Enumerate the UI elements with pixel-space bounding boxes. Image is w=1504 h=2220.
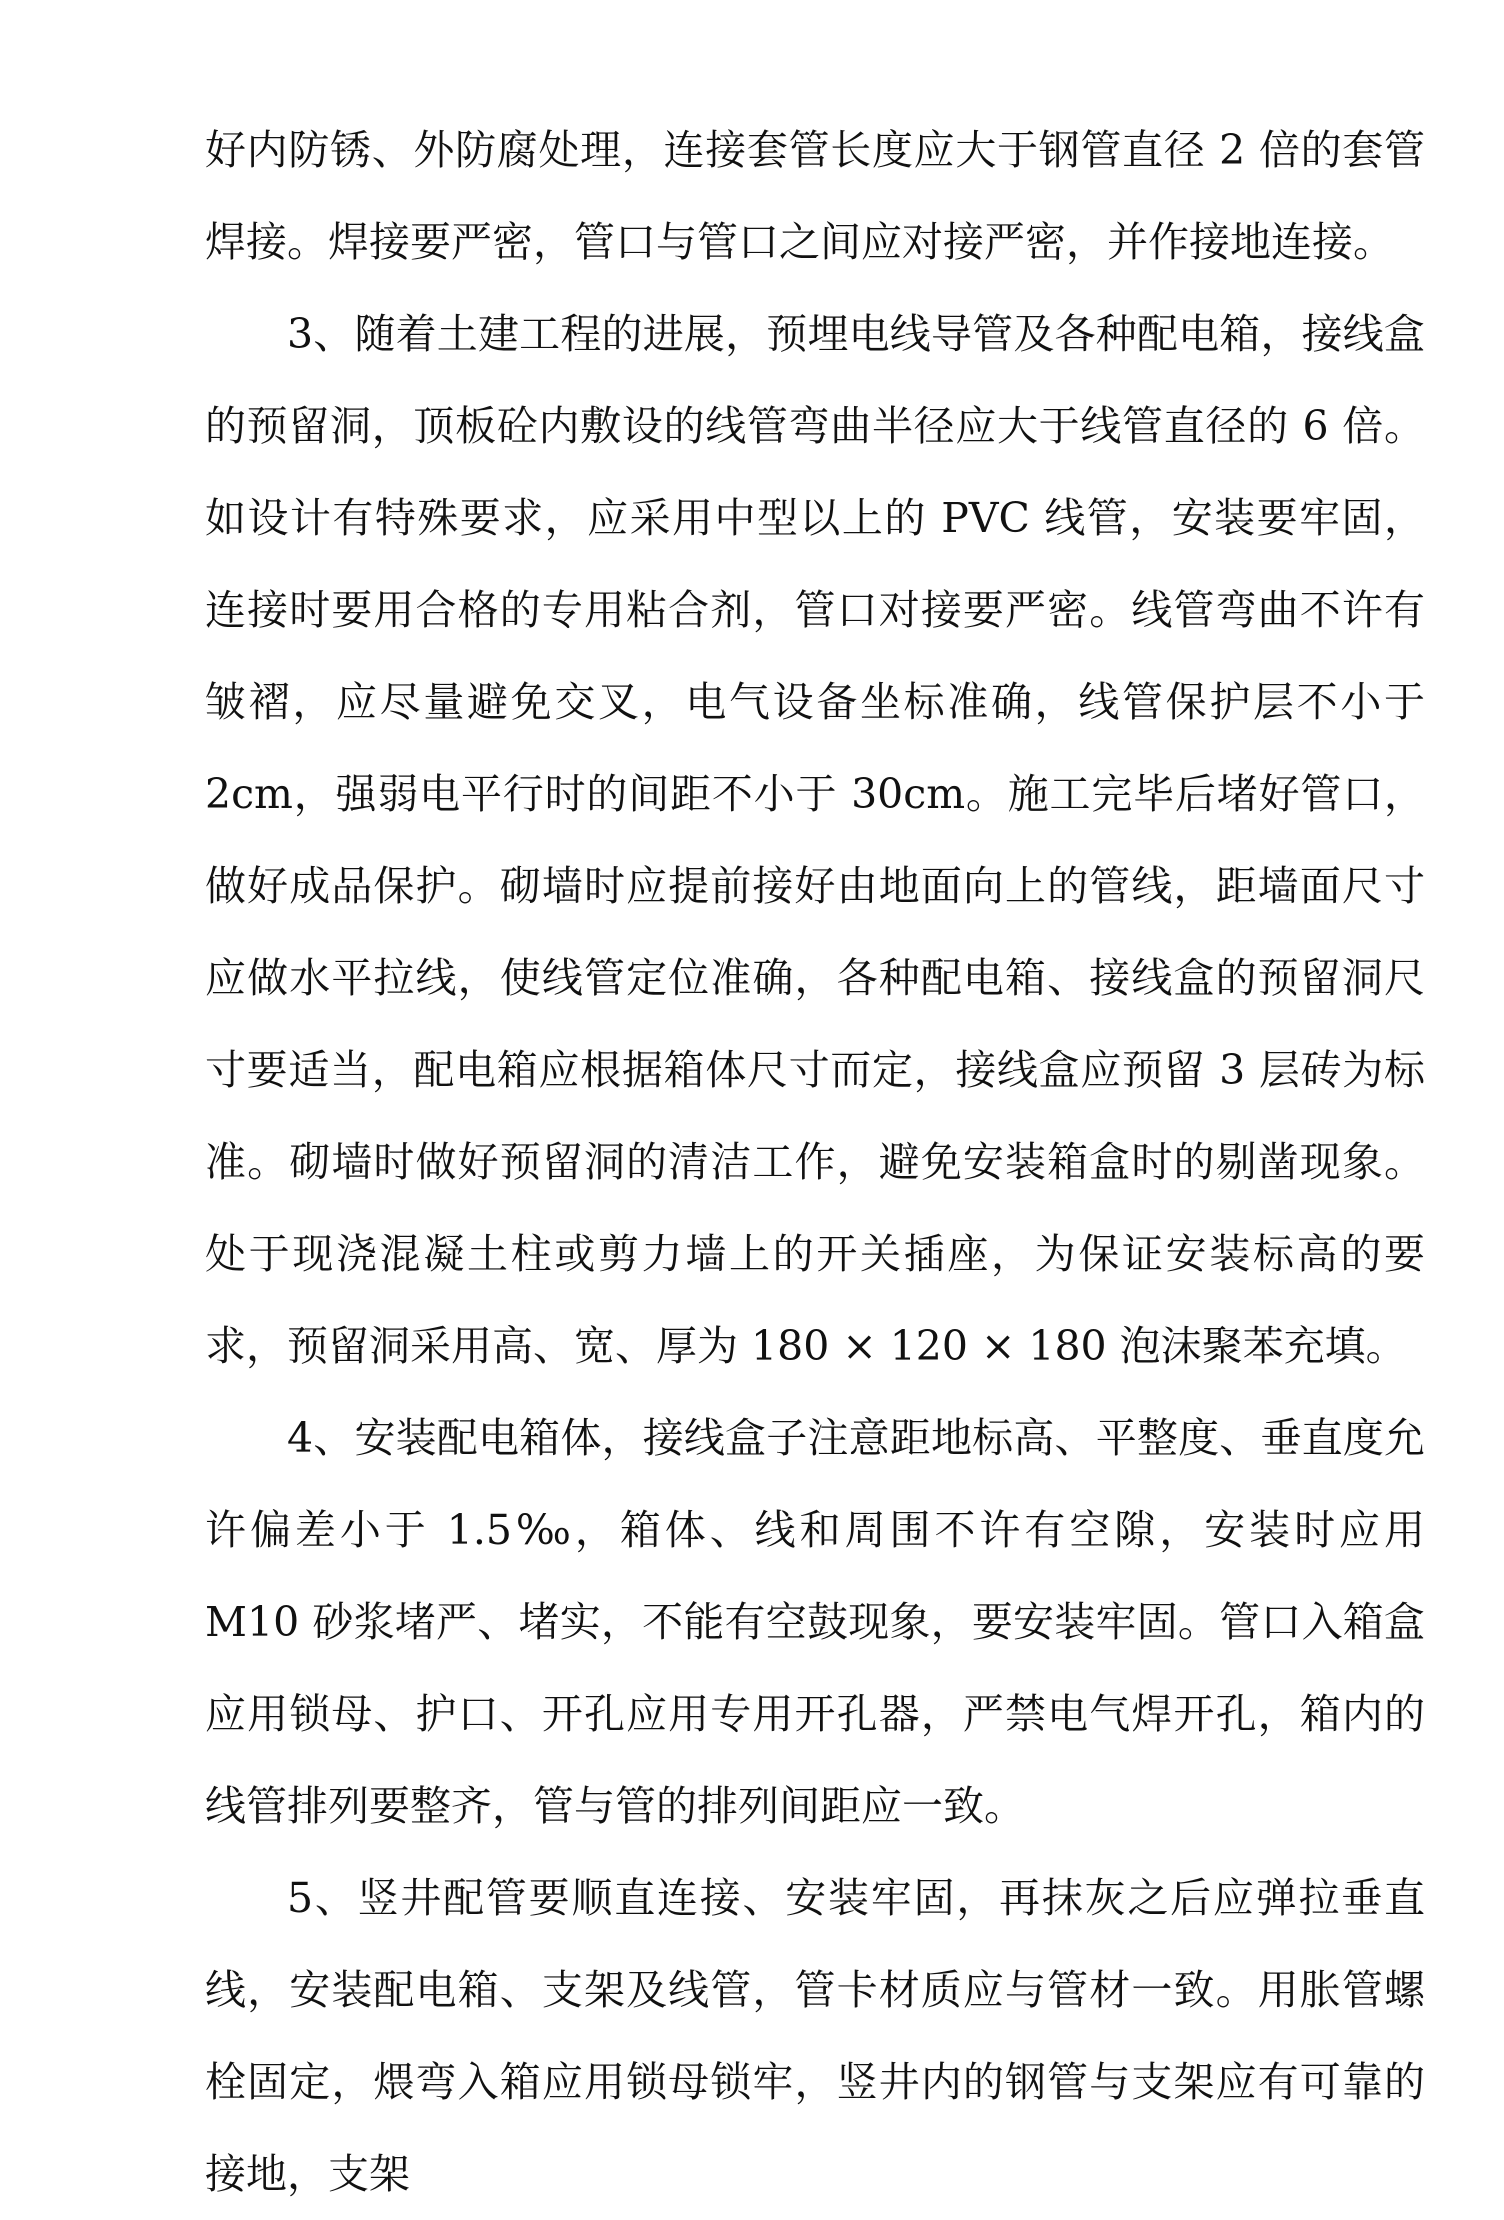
paragraph-item-3: 3、随着土建工程的进展，预埋电线导管及各种配电箱，接线盒的预留洞，顶板砼内敷设的线管弯曲半径应大于线管直径的 6 倍。如设计有特殊要求，应采用中型以上的 PVC 线管，安装要牢固，连接时要用合格的专用粘合剂，管口对接要严密。线管弯曲不许有皱褶，应尽量避免交叉，电气设备坐标准确，线管保护层不小于 2cm，强弱电平行时的间距不小于 30cm。施工完毕后堵好管口，做好成品保护。砌墙时应提前接好由地面向上的管线，距墙面尺寸应做水平拉线，使线管定位准确，各种配电箱、接线盒的预留洞尺寸要适当，配电箱应根据箱体尺寸而定，接线盒应预留 3 层砖为标准。砌墙时做好预留洞的清洁工作，避免安装箱盒时的剔凿现象。处于现浇混凝土柱或剪力墙上的开关插座，为保证安装标高的要求，预留洞采用高、宽、厚为 180 × 120 × 180 泡沫聚苯充填。 bbox=[205, 310, 1425, 1370]
paragraph-item-4: 4、安装配电箱体，接线盒子注意距地标高、平整度、垂直度允许偏差小于 1.5‰，箱体、线和周围不许有空隙，安装时应用 M10 砂浆堵严、堵实，不能有空鼓现象，要安装牢固。管口入箱盒应用锁母、护口、开孔应用专用开孔器，严禁电气焊开孔，箱内的线管排列要整齐，管与管的排列间距应一致。 bbox=[205, 1414, 1425, 1830]
document-body bbox=[205, 104, 1425, 2220]
paragraph-item-5: 5、竖井配管要顺直连接、安装牢固，再抹灰之后应弹拉垂直线，安装配电箱、支架及线管，管卡材质应与管材一致。用胀管螺栓固定，煨弯入箱应用锁母锁牢，竖井内的钢管与支架应有可靠的接地，支架 bbox=[205, 1874, 1425, 2198]
paragraph-continuation: 好内防锈、外防腐处理，连接套管长度应大于钢管直径 2 倍的套管焊接。焊接要严密，管口与管口之间应对接严密，并作接地连接。 bbox=[205, 126, 1425, 266]
